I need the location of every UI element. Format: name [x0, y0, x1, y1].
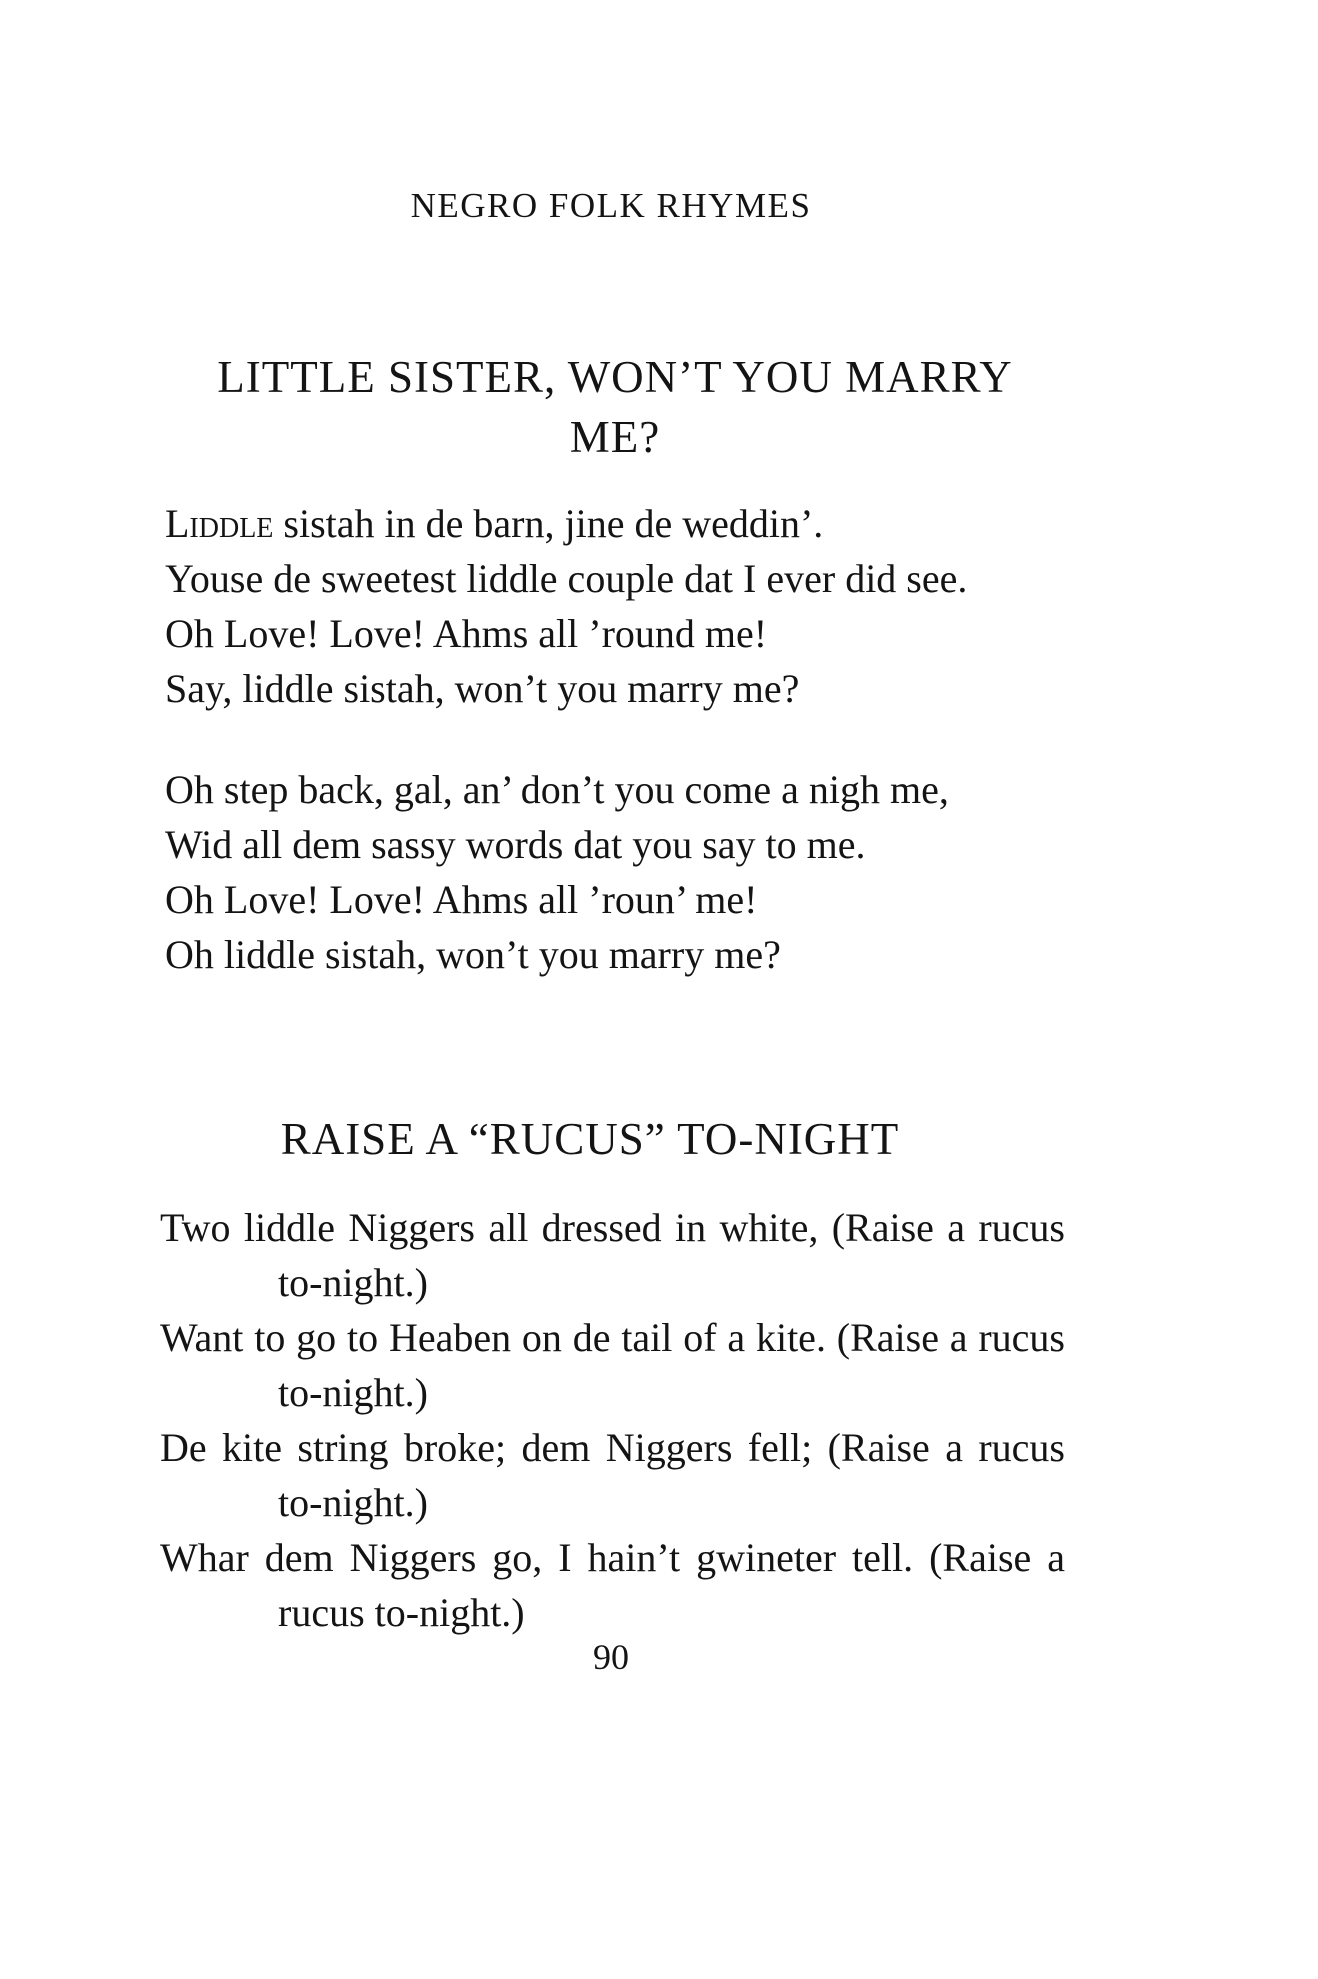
verse-line: Say, liddle sistah, won’t you marry me? — [165, 666, 800, 711]
poem-title-line-2: ME? — [569, 412, 661, 462]
verse-line: Wid all dem sassy words dat you say to me. — [165, 822, 866, 867]
verse-line: Whar dem Niggers go, I hain’t gwineter tell. (Raise a rucus to-night.) — [160, 1535, 1065, 1635]
verse-line: Youse de sweetest liddle couple dat I ever did see. — [165, 556, 968, 601]
verse-line — [165, 496, 1065, 551]
verse-line: Oh step back, gal, an’ don’t you come a nigh me, — [165, 767, 949, 812]
poem-title-raise-a-rucus: RAISE A “RUCUS” TO-NIGHT — [280, 1114, 900, 1164]
stanza-2 — [165, 762, 1065, 982]
stanza-1 — [165, 496, 1065, 716]
verse-line: Two liddle Niggers all dressed in white, (Raise a rucus to-night.) — [160, 1205, 1065, 1305]
verse-line: Oh Love! Love! Ahms all ’roun’ me! — [165, 877, 758, 922]
drop-word: Liddle — [165, 501, 274, 546]
poem-title-little-sister — [175, 347, 1055, 467]
poem-title-line-1: LITTLE SISTER, WON’T YOU MARRY — [217, 352, 1013, 402]
verse-line: Oh liddle sistah, won’t you marry me? — [165, 932, 781, 977]
page-number: 90 — [593, 1637, 629, 1677]
verse-line-rest: sistah in de barn, jine de weddin’. — [273, 501, 824, 546]
running-head: NEGRO FOLK RHYMES — [410, 186, 812, 225]
verse-line: Oh Love! Love! Ahms all ’round me! — [165, 611, 768, 656]
poem-raise-a-rucus — [160, 1200, 1065, 1640]
verse-line: Want to go to Heaben on de tail of a kite. (Raise a rucus to-night.) — [160, 1315, 1065, 1415]
verse-line: De kite string broke; dem Niggers fell; (Raise a rucus to-night.) — [160, 1425, 1065, 1525]
